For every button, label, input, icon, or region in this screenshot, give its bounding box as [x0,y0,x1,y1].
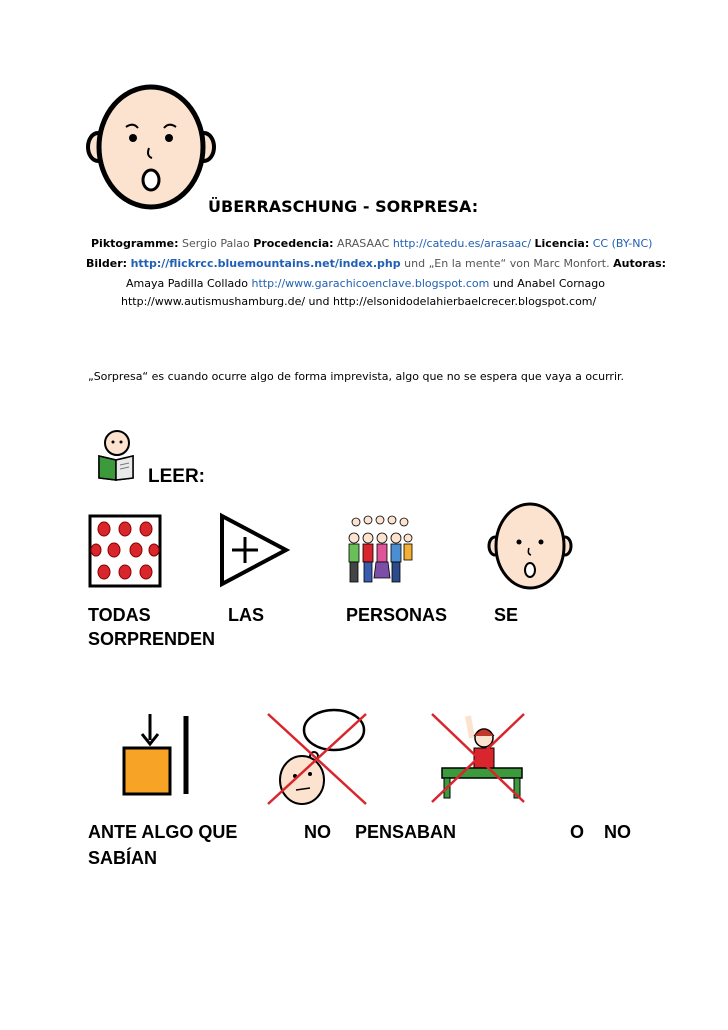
word-se: SE [494,605,519,625]
word-no-1: NO [304,822,331,842]
in-front-of-icon [118,712,192,798]
page-title: ÜBERRASCHUNG - SORPRESA: [208,197,479,216]
word-no-2: NO [604,822,631,842]
leer-heading: LEER: [148,466,205,487]
people-group-icon [346,514,412,586]
reading-child-icon [96,430,136,480]
all-dots-icon [88,514,162,588]
plural-article-icon [218,512,290,588]
word-sabian: SABÍAN [88,848,158,868]
procedencia-label: Procedencia: [253,237,334,250]
credits-line-4: http://www.autismushamburg.de/ und http://elsonidodelahierbaelcrecer.blogspot.com/ [121,295,597,308]
und-text: und [404,257,426,270]
bilder-label: Bilder: [86,257,128,270]
word-personas: PERSONAS [346,605,448,625]
credits-line-1 [91,234,652,254]
credits-line-2 [86,254,666,274]
word-las: LAS [228,605,264,625]
flickrcc-link[interactable]: http://flickrcc.bluemountains.net/index.php [130,257,401,270]
pikto-value: Sergio Palao [181,237,250,250]
autoras-label: Autoras: [613,257,667,270]
licencia-label: Licencia: [534,237,590,250]
garachico-link[interactable]: http://www.garachicoenclave.blogspot.com [251,277,490,290]
procedencia-value: ARASAAC [337,237,390,250]
not-knowing-icon [428,710,532,808]
word-todas: TODAS [88,605,151,625]
word-sorprenden: SORPRENDEN [88,629,216,649]
arasaac-link[interactable]: http://catedu.es/arasaac/ [392,237,532,250]
surprised-face-icon [86,82,216,212]
license-value[interactable]: CC (BY-NC) [592,237,653,250]
word-o: O [570,822,585,842]
word-pensaban: PENSABAN [355,822,457,842]
surprised-face-small-icon [488,502,572,592]
pikto-label: Piktogramme: [91,237,179,250]
description-text: „Sorpresa“ es cuando ocurre algo de forma imprevista, algo que no se espera que vaya a ocurrir. [88,370,625,383]
mente-text: „En la mente“ von Marc Monfort. [428,257,610,270]
author-rest: und Anabel Cornago [492,277,605,290]
credits-line-3 [126,274,605,294]
word-ante-algo-que: ANTE ALGO QUE [88,822,238,842]
author-names: Amaya Padilla Collado [126,277,248,290]
not-thinking-icon [262,708,372,808]
